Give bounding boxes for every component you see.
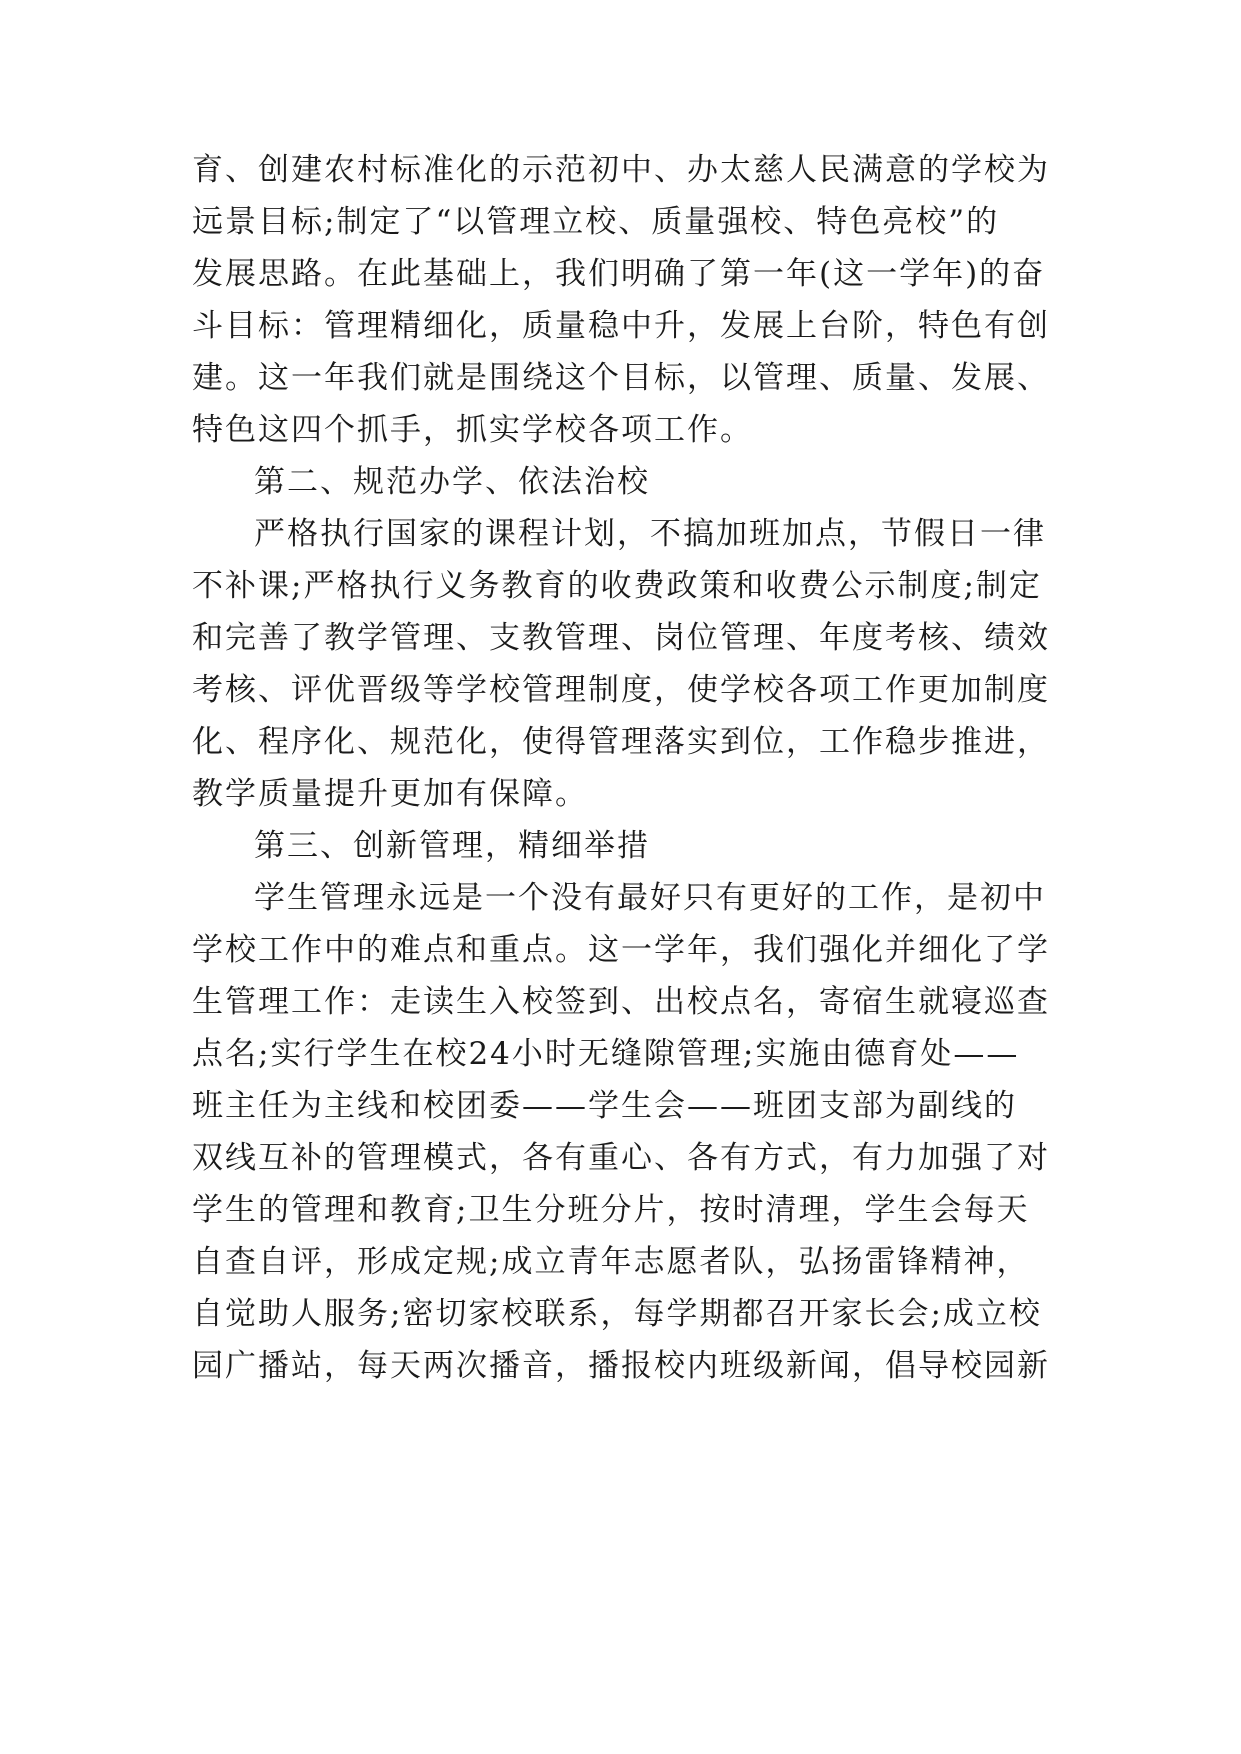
text-line: 特色这四个抓手，抓实学校各项工作。 [192,412,753,448]
section-heading: 第三、创新管理，精细举措 [254,828,650,864]
text-line: 双线互补的管理模式，各有重心、各有方式，有力加强了对 [192,1140,1050,1176]
text-line: 化、程序化、规范化，使得管理落实到位，工作稳步推进， [192,724,1050,760]
text-line: 学生的管理和教育;卫生分班分片，按时清理，学生会每天 [192,1192,1030,1228]
text-line: 教学质量提升更加有保障。 [192,776,588,812]
text-line: 发展思路。在此基础上，我们明确了第一年(这一学年)的奋 [192,256,1046,292]
text-line: 学生管理永远是一个没有最好只有更好的工作，是初中 [254,880,1046,916]
text-line: 自查自评，形成定规;成立青年志愿者队，弘扬雷锋精神， [192,1244,1030,1280]
text-line: 斗目标：管理精细化，质量稳中升，发展上台阶，特色有创 [192,308,1050,344]
text-line: 自觉助人服务;密切家校联系，每学期都召开家长会;成立校 [192,1296,1042,1332]
text-line: 生管理工作：走读生入校签到、出校点名，寄宿生就寝巡查 [192,984,1050,1020]
text-line: 远景目标;制定了“以管理立校、质量强校、特色亮校”的 [192,204,1000,240]
text-line: 不补课;严格执行义务教育的收费政策和收费公示制度;制定 [192,568,1042,604]
section-heading: 第二、规范办学、依法治校 [254,464,650,500]
text-line: 园广播站，每天两次播音，播报校内班级新闻，倡导校园新 [192,1348,1050,1384]
text-line: 育、创建农村标准化的示范初中、办太慈人民满意的学校为 [192,152,1050,188]
text-line: 和完善了教学管理、支教管理、岗位管理、年度考核、绩效 [192,620,1050,656]
text-line: 考核、评优晋级等学校管理制度，使学校各项工作更加制度 [192,672,1050,708]
text-line: 点名;实行学生在校24小时无缝隙管理;实施由德育处—— [192,1036,1020,1072]
text-line: 班主任为主线和校团委——学生会——班团支部为副线的 [192,1088,1017,1124]
text-line: 严格执行国家的课程计划，不搞加班加点，节假日一律 [254,516,1046,552]
text-line: 建。这一年我们就是围绕这个目标，以管理、质量、发展、 [192,360,1050,396]
text-line: 学校工作中的难点和重点。这一学年，我们强化并细化了学 [192,932,1050,968]
